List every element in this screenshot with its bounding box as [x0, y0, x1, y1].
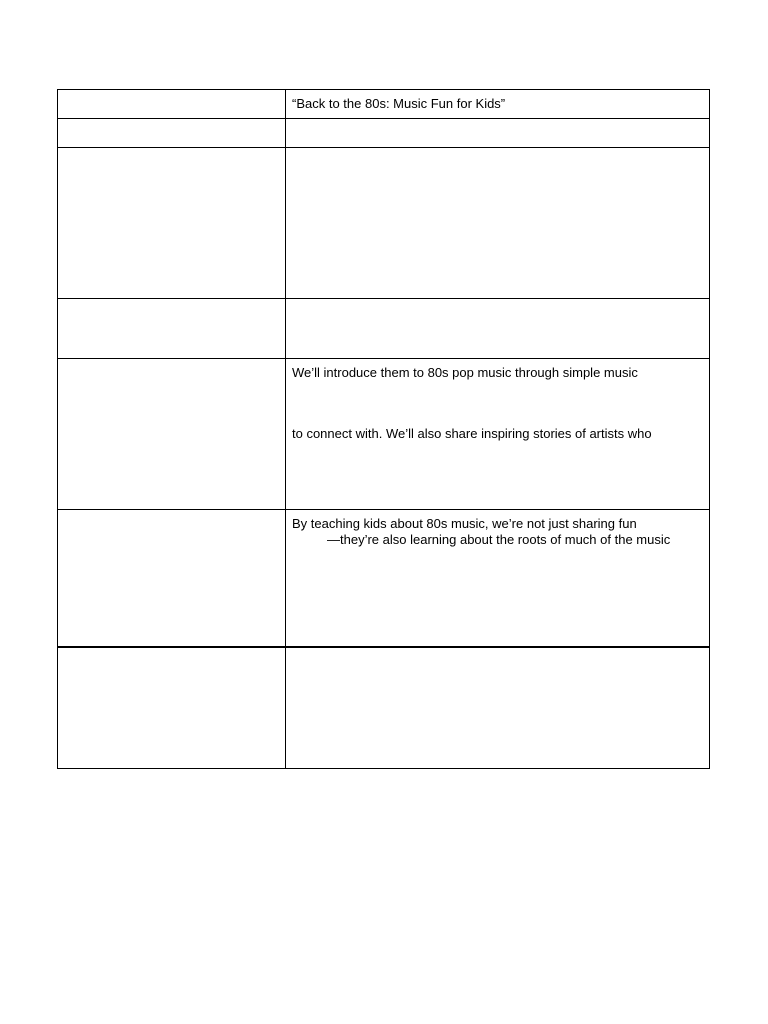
- table-row: [58, 359, 710, 510]
- row-value-cell: [286, 119, 710, 148]
- row-value-cell: [286, 90, 710, 119]
- row-label-cell: [58, 359, 286, 510]
- table-row: [58, 148, 710, 299]
- row-label-cell: [58, 510, 286, 648]
- row-value-cell: [286, 148, 710, 299]
- row-value-cell: [286, 510, 710, 648]
- row-value-cell: [286, 299, 710, 359]
- row-label-cell: [58, 90, 286, 119]
- row-label-cell: [58, 148, 286, 299]
- row-label-cell: [58, 299, 286, 359]
- row-label-cell: [58, 119, 286, 148]
- table-row: [58, 510, 710, 648]
- activity-plan-table: [57, 89, 710, 769]
- rationale-line: —they’re also learning about the roots of much of the music: [327, 532, 671, 547]
- table-row: [58, 90, 710, 119]
- rationale-line: By teaching kids about 80s music, we’re not just sharing fun: [292, 516, 637, 531]
- row-value-cell: [286, 647, 710, 769]
- row-value-cell: [286, 359, 710, 510]
- table-row: [58, 299, 710, 359]
- activity-description-line: to connect with. We’ll also share inspiring stories of artists who: [292, 426, 652, 441]
- table-row: [58, 119, 710, 148]
- row-label-cell: [58, 647, 286, 769]
- activity-description-line: We’ll introduce them to 80s pop music through simple music: [292, 365, 638, 380]
- table-row: [58, 647, 710, 769]
- activity-title: “Back to the 80s: Music Fun for Kids”: [292, 96, 506, 111]
